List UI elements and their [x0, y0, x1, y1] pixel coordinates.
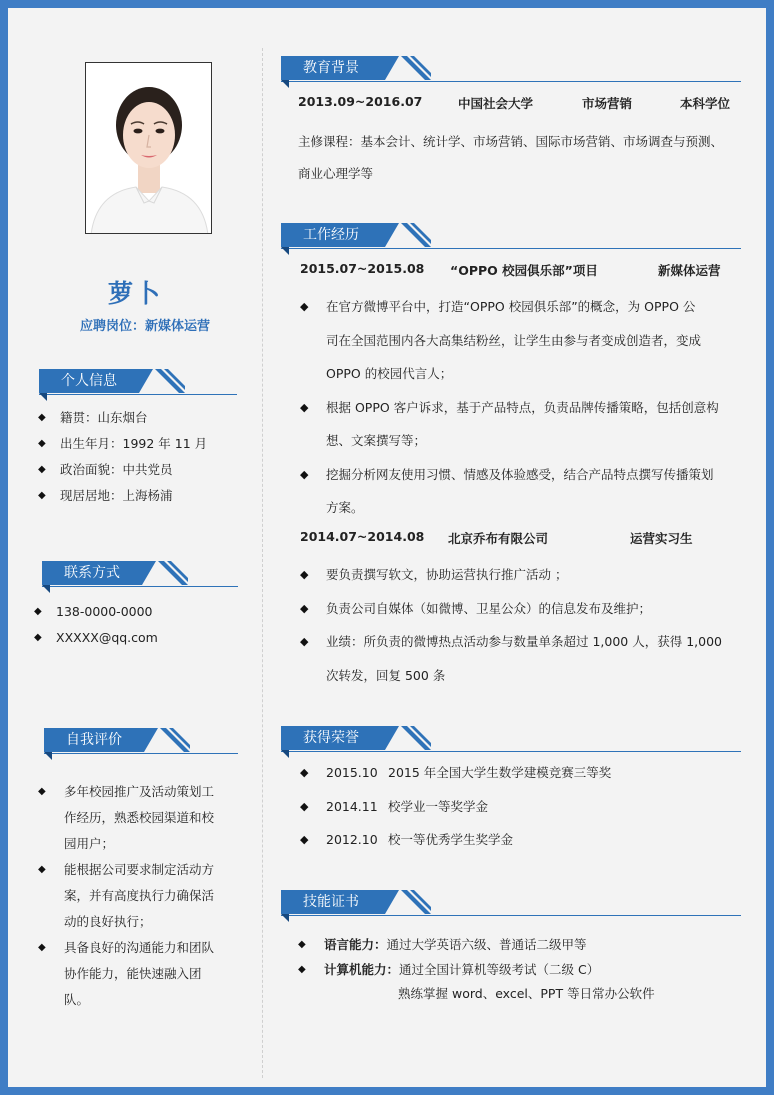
list-item: ◆ 2012.10 校一等优秀学生奖学金 — [300, 823, 740, 857]
stripe-decoration — [155, 369, 185, 393]
section-title: 联系方式 — [42, 561, 142, 585]
skills-list — [298, 932, 738, 1006]
ribbon-fold — [39, 393, 47, 401]
diamond-bullet-icon: ◆ — [38, 786, 46, 797]
diamond-bullet-icon: ◆ — [300, 467, 309, 481]
list-item: ◆ 2014.11 校学业一等奖学金 — [300, 790, 740, 824]
diamond-bullet-icon: ◆ — [38, 437, 46, 449]
section-underline — [281, 81, 741, 83]
work-experience-2 — [300, 529, 740, 692]
diamond-bullet-icon: ◆ — [300, 833, 309, 846]
ribbon-fold — [281, 914, 289, 922]
job-header: 2015.07~2015.08 “OPPO 校园俱乐部”项目 新媒体运营 — [300, 261, 721, 278]
stripe-decoration — [401, 56, 431, 80]
section-title: 技能证书 — [281, 890, 385, 914]
diamond-bullet-icon: ◆ — [300, 601, 309, 615]
section-underline — [281, 751, 741, 753]
list-item: ◆ 业绩：所负责的微博热点活动参与数量单条超过 1,000 人，获得 1,000 次转发，回复 500 条 — [300, 625, 740, 692]
work-experience-1 — [300, 261, 740, 525]
job-duties — [300, 290, 740, 525]
list-item: ◆ 政治面貌：中共党员 — [38, 462, 173, 477]
diamond-bullet-icon: ◆ — [34, 631, 42, 643]
section-underline — [39, 394, 237, 396]
section-title: 获得荣誉 — [281, 726, 385, 750]
contact-list — [34, 598, 158, 650]
job-header: 2014.07~2014.08 北京乔布有限公司 运营实习生 — [300, 529, 693, 546]
section-title: 个人信息 — [39, 369, 139, 393]
diamond-bullet-icon: ◆ — [300, 635, 309, 648]
diamond-bullet-icon: ◆ — [38, 489, 46, 501]
list-item: ◆ 出生年月：1992 年 11 月 — [38, 436, 208, 451]
diamond-bullet-icon: ◆ — [38, 942, 46, 953]
diamond-bullet-icon: ◆ — [300, 766, 309, 779]
diamond-bullet-icon: ◆ — [298, 963, 306, 975]
section-header-personal — [39, 369, 237, 399]
diamond-bullet-icon: ◆ — [38, 463, 46, 475]
ribbon-fold — [42, 585, 50, 593]
education-block — [298, 94, 738, 190]
education-courses: 主修课程：基本会计、统计学、市场营销、国际市场营销、市场调查与预测、 商业心理学等 — [298, 134, 724, 181]
section-header-contact — [42, 561, 238, 591]
section-underline — [44, 753, 238, 755]
list-item: ◆ 在官方微博平台中，打造“OPPO 校园俱乐部”的概念，为 OPPO 公 司在全国范围内各大高集结粉丝，让学生由参与者变成创造者，变成 OPPO 的校园代言人； — [300, 290, 740, 391]
list-item: ◆ 要负责撰写软文，协助运营执行推广活动 ； — [300, 558, 740, 592]
diamond-bullet-icon: ◆ — [300, 300, 309, 313]
computer-skill-detail: 熟练掌握 word、excel、PPT 等日常办公软件 — [398, 986, 655, 1001]
stripe-decoration — [160, 728, 190, 752]
list-item: ◆ 负责公司自媒体（如微博、卫星公众）的信息发布及维护； — [300, 592, 740, 626]
section-header-self — [44, 728, 238, 758]
list-item: ◆ 多年校园推广及活动策划工作经历，熟悉校园渠道和校园用户； — [38, 779, 238, 857]
ribbon-fold — [281, 750, 289, 758]
list-item: ◆ 能根据公司要求制定活动方案，并有高度执行力确保活动的良好执行； — [38, 857, 238, 935]
list-item: ◆ 现居居地：上海杨浦 — [38, 488, 173, 503]
email-item: ◆ XXXXX@qq.com — [34, 629, 158, 645]
honors-list — [300, 756, 740, 857]
stripe-decoration — [158, 561, 188, 585]
section-header-honors — [281, 726, 741, 756]
job-duties — [300, 558, 740, 692]
profile-photo — [85, 62, 212, 234]
candidate-name: 萝卜 — [107, 279, 162, 308]
target-position: 应聘岗位：新媒体运营 — [79, 319, 210, 334]
section-underline — [281, 248, 741, 250]
section-header-education — [281, 56, 741, 86]
ribbon-fold — [44, 752, 52, 760]
stripe-decoration — [401, 726, 431, 750]
diamond-bullet-icon: ◆ — [300, 568, 309, 581]
self-evaluation-list — [38, 779, 238, 1013]
diamond-bullet-icon: ◆ — [38, 411, 46, 423]
column-divider — [262, 48, 263, 1078]
section-header-work — [281, 223, 741, 253]
list-item: ◆ 2015.10 2015 年全国大学生数学建模竞赛三等奖 — [300, 756, 740, 790]
diamond-bullet-icon: ◆ — [38, 864, 46, 875]
diamond-bullet-icon: ◆ — [300, 400, 309, 414]
phone-item: ◆ 138-0000-0000 — [34, 603, 153, 619]
diamond-bullet-icon: ◆ — [300, 799, 309, 813]
education-header: 2013.09~2016.07 中国社会大学 市场营销 本科学位 — [298, 94, 731, 111]
stripe-decoration — [401, 223, 431, 247]
section-title: 自我评价 — [44, 728, 144, 752]
personal-info-list — [38, 404, 207, 508]
list-item: ◆ 根据 OPPO 客户诉求，基于产品特点，负责品牌传播策略，包括创意构 想、文案撰写等； — [300, 391, 740, 458]
section-title: 教育背景 — [281, 56, 385, 80]
computer-skill: ◆ 计算机能力： 通过全国计算机等级考试（二级 C） — [298, 962, 600, 977]
section-header-skills — [281, 890, 741, 920]
list-item: ◆ 具备良好的沟通能力和团队协作能力，能快速融入团队。 — [38, 935, 238, 1013]
diamond-bullet-icon: ◆ — [298, 938, 306, 950]
list-item: ◆ 籍贯：山东烟台 — [38, 410, 148, 425]
stripe-decoration — [401, 890, 431, 914]
diamond-bullet-icon: ◆ — [34, 605, 42, 617]
list-item: ◆ 挖掘分析网友使用习惯、情感及体验感受，结合产品特点撰写传播策划 方案。 — [300, 458, 740, 525]
section-underline — [42, 586, 238, 588]
section-title: 工作经历 — [281, 223, 385, 247]
ribbon-fold — [281, 80, 289, 88]
ribbon-fold — [281, 247, 289, 255]
language-skill: ◆ 语言能力： 通过大学英语六级、普通话二级甲等 — [298, 937, 587, 952]
section-underline — [281, 915, 741, 917]
